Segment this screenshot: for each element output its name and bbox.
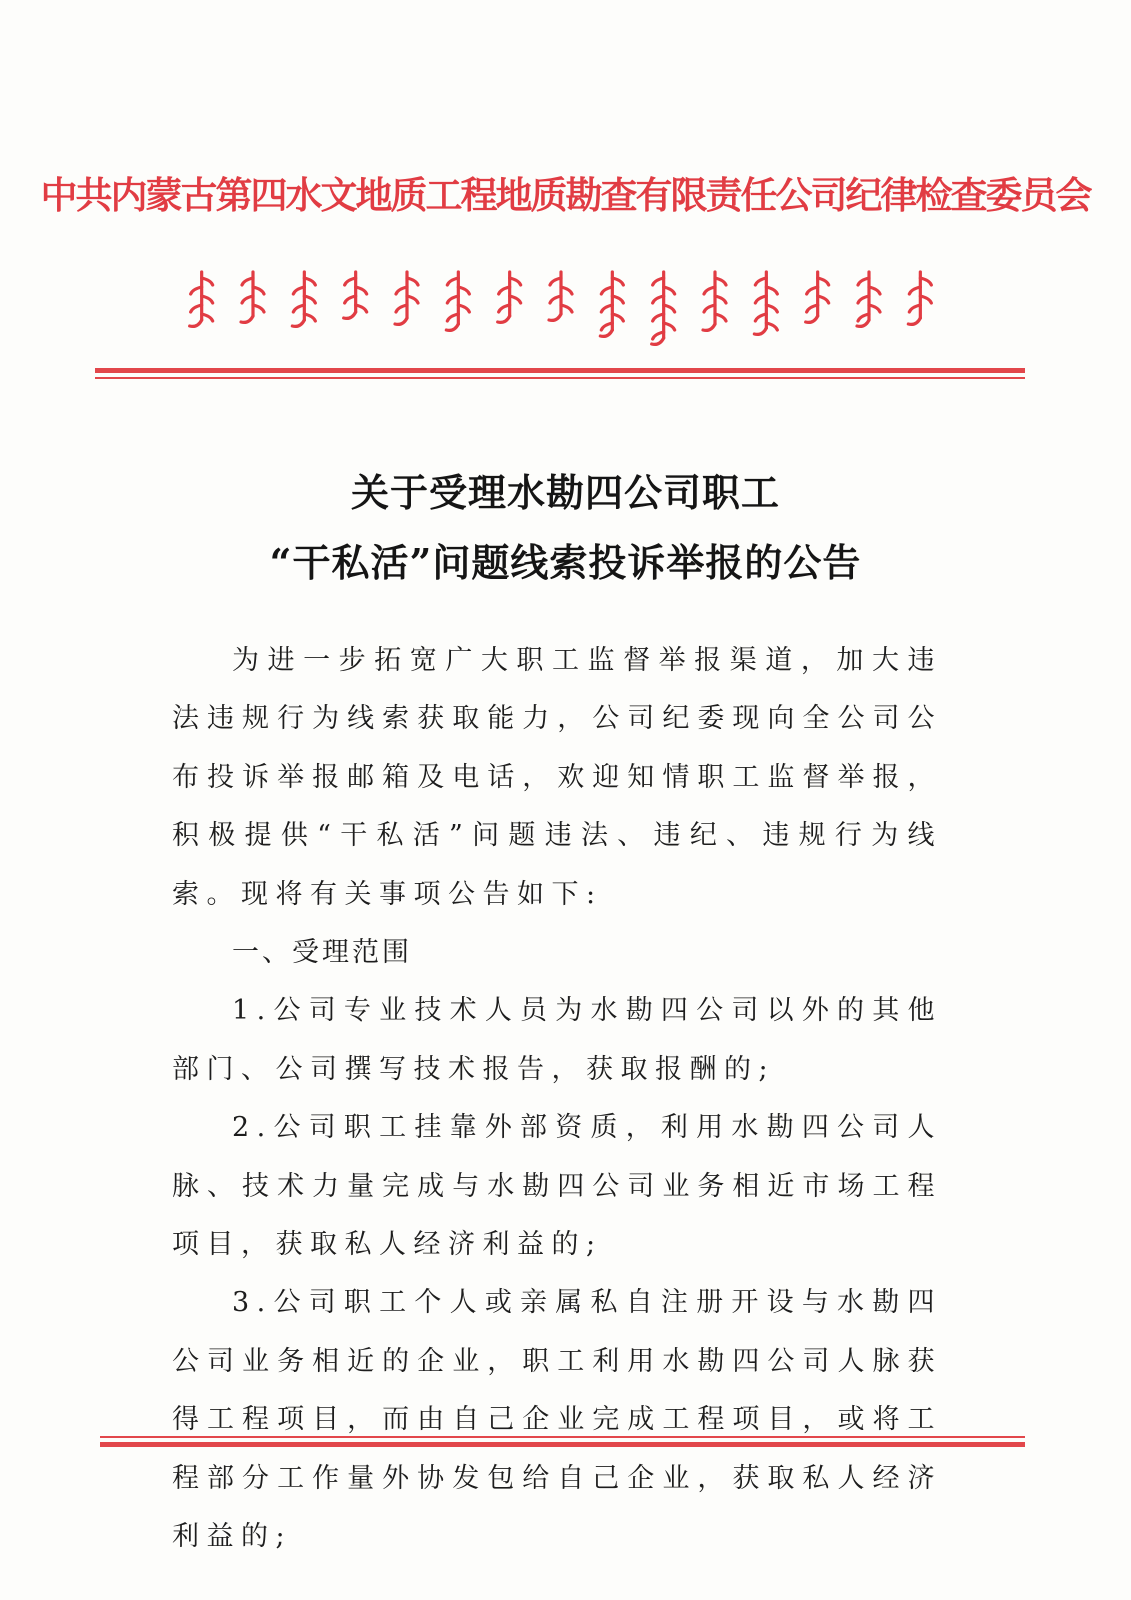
script-glyph-9 — [600, 272, 623, 336]
section-heading: 一、受理范围 — [232, 937, 412, 969]
script-glyph-12 — [754, 272, 777, 334]
script-glyph-11 — [703, 272, 726, 330]
script-glyph-6 — [446, 272, 469, 330]
notice-body — [172, 632, 942, 1567]
scope-item-3: 3.公司职工个人或亲属私自注册开设与水勘四公司业务相近的企业，职工利用水勘四公司人脉获得工程项目，而由自己企业完成工程项目，或将工程部分工作量外协发包给自己企业，获取私人经济利益的; — [172, 1287, 942, 1553]
script-glyph-1 — [190, 272, 213, 326]
script-glyph-2 — [241, 272, 264, 322]
letterhead-mongolian-script — [176, 266, 946, 366]
script-glyph-5 — [395, 272, 418, 324]
scope-item-2: 2.公司职工挂靠外部资质，利用水勘四公司人脉、技术力量完成与水勘四公司业务相近市场工程项目，获取私人经济利益的; — [172, 1112, 942, 1261]
letterhead-divider — [95, 368, 1025, 379]
notice-title-line-2: “干私活”问题线索投诉举报的公告 — [269, 540, 862, 585]
scope-item-1: 1.公司专业技术人员为水勘四公司以外的其他部门、公司撰写技术报告，获取报酬的; — [172, 995, 942, 1085]
notice-title — [0, 458, 1131, 598]
script-glyph-7 — [498, 272, 521, 322]
notice-title-line-1: 关于受理水勘四公司职工 — [350, 470, 780, 515]
letterhead-org-name: 中共内蒙古第四水文地质工程地质勘查有限责任公司纪律检查委员会 — [40, 174, 1091, 217]
script-glyph-8 — [549, 272, 572, 320]
script-glyph-10 — [652, 272, 675, 344]
intro-paragraph: 为进一步拓宽广大职工监督举报渠道，加大违法违规行为线索获取能力，公司纪委现向全公司公布投诉举报邮箱及电话，欢迎知情职工监督举报，积极提供“干私活”问题违法、违纪、违规行为线索。现将有关事项公告如下: — [172, 645, 942, 910]
script-glyph-14 — [857, 272, 880, 326]
script-glyph-15 — [908, 272, 931, 324]
footer-divider — [100, 1436, 1025, 1447]
script-glyph-13 — [806, 272, 829, 322]
script-glyph-3 — [292, 272, 315, 326]
script-glyph-4 — [344, 272, 367, 318]
